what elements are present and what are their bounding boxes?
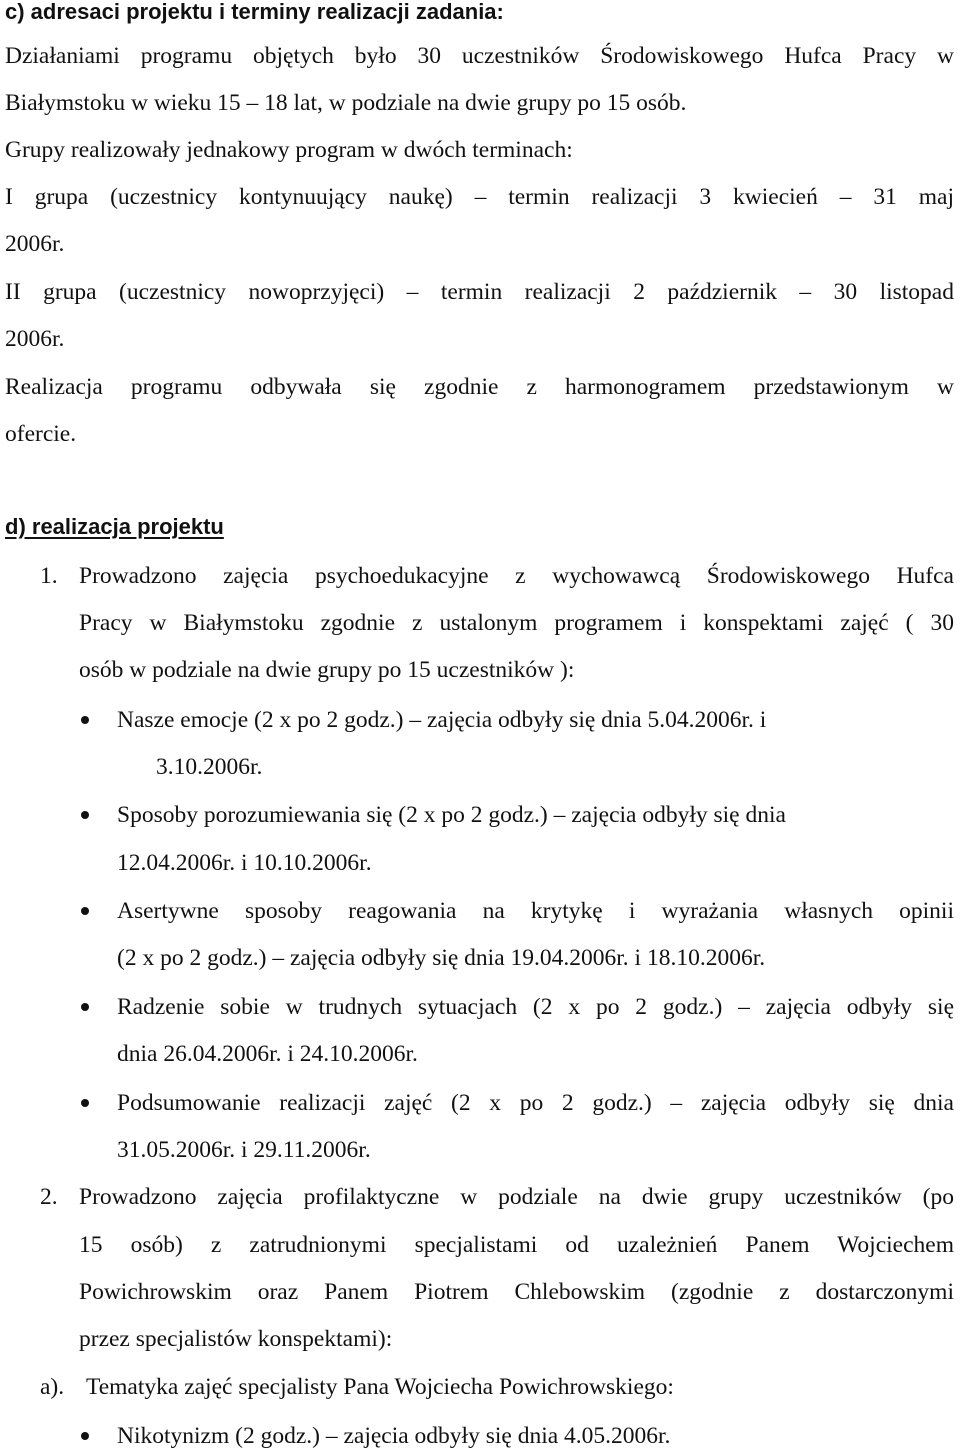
bullet-icon (81, 907, 89, 915)
bullet-item-line: Nasze emocje (2 x po 2 godz.) – zajęcia odbyły się dnia 5.04.2006r. i (117, 707, 767, 733)
section-c-line: ofercie. (5, 421, 77, 447)
item2-line: Prowadzono zajęcia profilaktyczne w podziale na dwie grupy uczestników (po (79, 1184, 954, 1210)
section-c-line: I grupa (uczestnicy kontynuujący naukę) – termin realizacji 3 kwiecień – 31 maj (5, 184, 954, 210)
bullet-item-line: Asertywne sposoby reagowania na krytykę i wyrażania własnych opinii (117, 898, 954, 924)
section-c-line: Działaniami programu objętych było 30 uczestników Środowiskowego Hufca Pracy w (5, 43, 954, 69)
bullet-item-line: 31.05.2006r. i 29.11.2006r. (117, 1137, 371, 1163)
bullet-item-line: Nikotynizm (2 godz.) – zajęcia odbyły się dnia 4.05.2006r. (117, 1423, 671, 1449)
section-d-heading: d) realizacja projektu (5, 514, 224, 539)
item2-line: przez specjalistów konspektami): (79, 1326, 393, 1352)
bullet-item-line: Sposoby porozumiewania się (2 x po 2 godz.) – zajęcia odbyły się dnia (117, 802, 786, 828)
list-number: 1. (40, 563, 58, 589)
section-c-line: 2006r. (5, 231, 65, 257)
item2-line: 15 osób) z zatrudnionymi specjalistami od uzależnień Panem Wojciechem (79, 1232, 954, 1258)
section-c-line: 2006r. (5, 326, 65, 352)
item1-line: Prowadzono zajęcia psychoedukacyjne z wychowawcą Środowiskowego Hufca (79, 563, 954, 589)
item1-line: Pracy w Białymstoku zgodnie z ustalonym programem i konspektami zajęć ( 30 (79, 610, 954, 636)
section-c-line: Grupy realizowały jednakowy program w dwóch terminach: (5, 137, 573, 163)
bullet-item-line: dnia 26.04.2006r. i 24.10.2006r. (117, 1041, 418, 1067)
bullet-icon (81, 1099, 89, 1107)
bullet-item-line: 3.10.2006r. (156, 754, 263, 780)
bullet-icon (81, 1003, 89, 1011)
sub-label: a). (40, 1374, 65, 1400)
section-c-line: Realizacja programu odbywała się zgodnie z harmonogramem przedstawionym w (5, 374, 954, 400)
list-number: 2. (40, 1184, 58, 1210)
bullet-item-line: Podsumowanie realizacji zajęć (2 x po 2 godz.) – zajęcia odbyły się dnia (117, 1090, 954, 1116)
item2-line: Powichrowskim oraz Panem Piotrem Chlebowskim (zgodnie z dostarczonymi (79, 1279, 954, 1305)
bullet-item-line: Radzenie sobie w trudnych sytuacjach (2 x po 2 godz.) – zajęcia odbyły się (117, 994, 954, 1020)
bullet-icon (81, 716, 89, 724)
bullet-item-line: (2 x po 2 godz.) – zajęcia odbyły się dnia 19.04.2006r. i 18.10.2006r. (117, 945, 766, 971)
bullet-icon (81, 1432, 89, 1440)
sub-a-title: Tematyka zajęć specjalisty Pana Wojciecha Powichrowskiego: (86, 1374, 674, 1400)
item1-line: osób w podziale na dwie grupy po 15 uczestników ): (79, 657, 575, 683)
bullet-icon (81, 811, 89, 819)
section-c-heading: c) adresaci projektu i terminy realizacji zadania: (5, 0, 504, 24)
section-c-line: II grupa (uczestnicy nowoprzyjęci) – termin realizacji 2 październik – 30 listopad (5, 279, 954, 305)
section-c-line: Białymstoku w wieku 15 – 18 lat, w podziale na dwie grupy po 15 osób. (5, 90, 687, 116)
bullet-item-line: 12.04.2006r. i 10.10.2006r. (117, 850, 372, 876)
